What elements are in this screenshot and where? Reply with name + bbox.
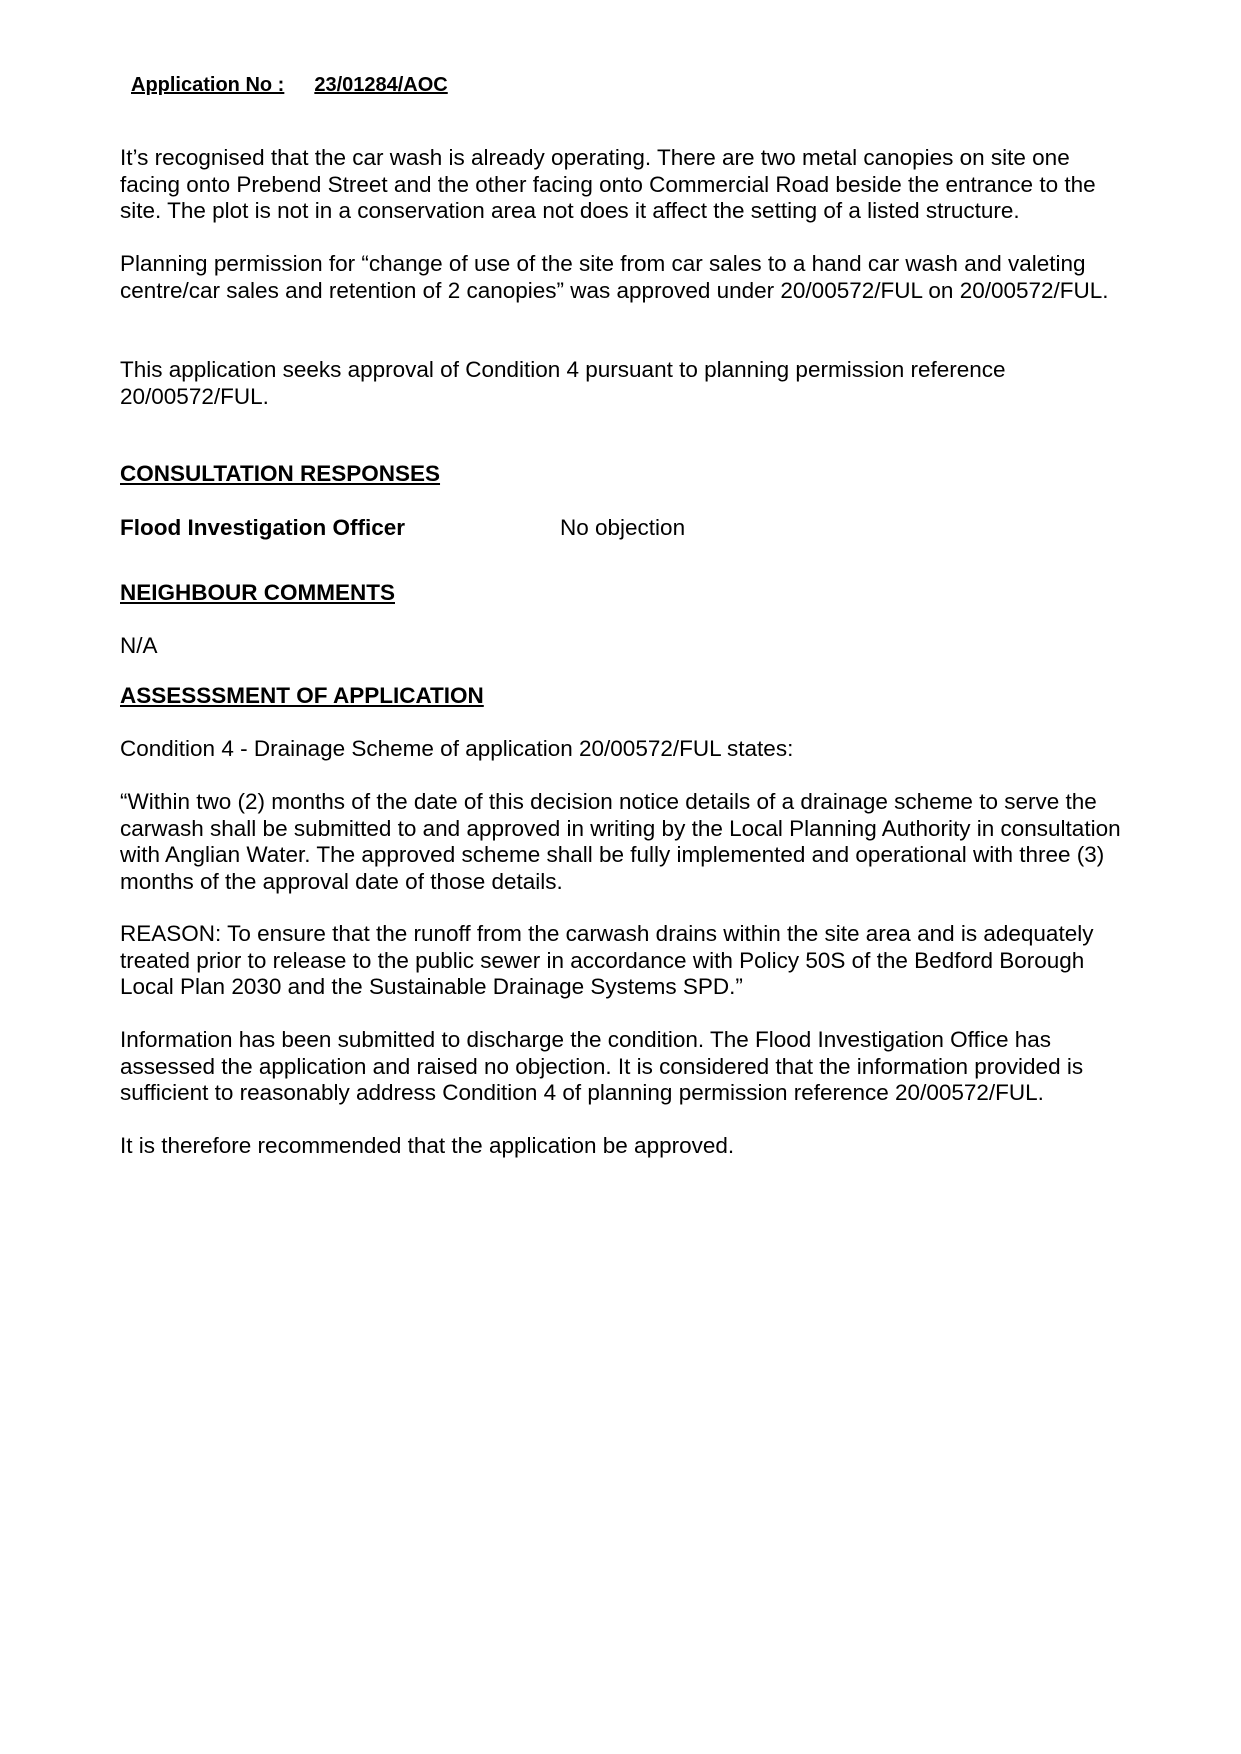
paragraph-text: It is therefore recommended that the application be approved. <box>120 1133 735 1158</box>
paragraph-text: REASON: To ensure that the runoff from the carwash drains within the site area and is adequately treated prior to release to the public sewer in accordance with Policy 50S of the Bedford Borough Local Plan 2030 and the Sustainable Drainage Systems SPD.” <box>120 921 1094 999</box>
consultation-response-row <box>120 515 685 542</box>
neighbour-comments-text <box>120 633 1130 660</box>
paragraph-text: Information has been submitted to discharge the condition. The Flood Investigation Office has assessed the application and raised no objection. It is considered that the information provided is sufficient to reasonably address Condition 4 of planning permission reference 20/00572/FUL. <box>120 1027 1084 1105</box>
application-number-header <box>131 74 448 97</box>
intro-paragraph-3 <box>120 357 1130 410</box>
assessment-paragraph-1 <box>120 736 1130 763</box>
paragraph-text: Planning permission for “change of use of the site from car sales to a hand car wash and valeting centre/car sales and retention of 2 canopies” was approved under 20/00572/FUL on 20/00572/FUL. <box>120 251 1109 303</box>
consultee-response: No objection <box>560 515 686 540</box>
application-number-label: Application No : <box>131 74 285 96</box>
paragraph-text: N/A <box>120 633 158 658</box>
paragraph-text: This application seeks approval of Condition 4 pursuant to planning permission reference 20/00572/FUL. <box>120 357 1006 409</box>
consultation-heading: CONSULTATION RESPONSES <box>120 461 441 486</box>
paragraph-text: It’s recognised that the car wash is already operating. There are two metal canopies on site one facing onto Prebend Street and the other facing onto Commercial Road beside the entrance to the site. The plot is not in a conservation area not does it affect the setting of a listed structure. <box>120 145 1096 223</box>
assessment-paragraph-3 <box>120 921 1130 1001</box>
assessment-heading: ASSESSSMENT OF APPLICATION <box>120 683 484 708</box>
intro-paragraph-2 <box>120 251 1130 304</box>
paragraph-text: “Within two (2) months of the date of this decision notice details of a drainage scheme to serve the carwash shall be submitted to and approved in writing by the Local Planning Authority in consultation with Anglian Water. The approved scheme shall be fully implemented and operational with three (3) months of the approval date of those details. <box>120 789 1121 894</box>
assessment-paragraph-4 <box>120 1027 1130 1107</box>
assessment-paragraph-2 <box>120 789 1130 895</box>
application-number-value: 23/01284/AOC <box>314 74 448 96</box>
intro-paragraph-1 <box>120 145 1130 225</box>
paragraph-text: Condition 4 - Drainage Scheme of application 20/00572/FUL states: <box>120 736 794 761</box>
consultee-name: Flood Investigation Officer <box>120 515 406 540</box>
neighbour-comments-heading: NEIGHBOUR COMMENTS <box>120 580 395 605</box>
assessment-paragraph-5 <box>120 1133 1130 1160</box>
